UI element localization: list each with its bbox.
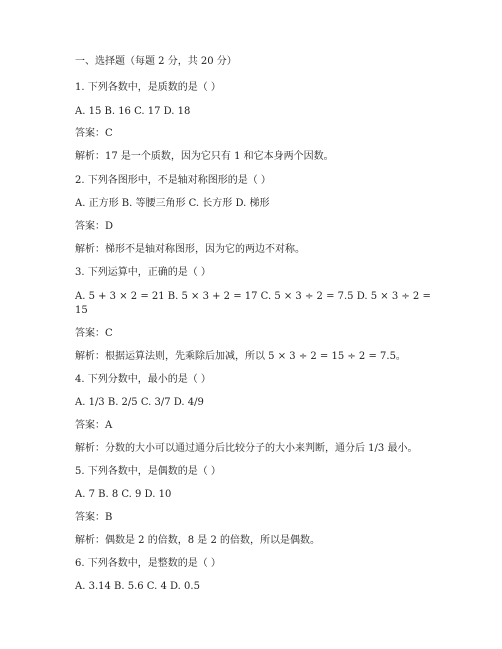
question-1-options: A. 15 B. 16 C. 17 D. 18: [75, 106, 191, 117]
question-4-answer: 答案：A: [75, 420, 113, 431]
question-3-answer: 答案：C: [75, 328, 113, 339]
question-6-stem: 6. 下列各数中，是整数的是（ ）: [75, 558, 221, 569]
question-5-options: A. 7 B. 8 C. 9 D. 10: [75, 489, 172, 500]
question-1-answer: 答案：C: [75, 128, 113, 139]
question-3-stem: 3. 下列运算中，正确的是（ ）: [75, 267, 211, 278]
section-title: 一、选择题（每题 2 分，共 20 分）: [75, 56, 237, 67]
question-4-stem: 4. 下列分数中，最小的是（ ）: [75, 374, 211, 385]
question-2-stem: 2. 下列各图形中，不是轴对称图形的是（ ）: [75, 175, 271, 186]
question-3-options: A. 5 + 3 × 2 = 21 B. 5 × 3 + 2 = 17 C. 5 × 3 ÷ 2 = 7.5 D. 5 × 3 ÷ 2 = 15: [75, 291, 431, 316]
question-4-analysis: 解析：分数的大小可以通过通分后比较分子的大小来判断，通分后 1/3 最小。: [75, 443, 418, 454]
question-3-analysis: 解析：根据运算法则，先乘除后加减，所以 5 × 3 ÷ 2 = 15 ÷ 2 = 7.5。: [75, 351, 406, 362]
question-4-options: A. 1/3 B. 2/5 C. 3/7 D. 4/9: [75, 397, 204, 408]
question-2-options: A. 正方形 B. 等腰三角形 C. 长方形 D. 梯形: [75, 198, 270, 209]
question-5-answer: 答案：B: [75, 512, 113, 523]
question-6-options: A. 3.14 B. 5.6 C. 4 D. 0.5: [75, 581, 200, 592]
question-1-stem: 1. 下列各数中，是质数的是（ ）: [75, 82, 221, 93]
question-1-analysis: 解析：17 是一个质数，因为它只有 1 和它本身两个因数。: [75, 151, 334, 162]
question-2-analysis: 解析：梯形不是轴对称图形，因为它的两边不对称。: [75, 244, 305, 255]
question-2-answer: 答案：D: [75, 221, 114, 232]
question-5-analysis: 解析：偶数是 2 的倍数，8 是 2 的倍数，所以是偶数。: [75, 535, 320, 546]
question-5-stem: 5. 下列各数中，是偶数的是（ ）: [75, 466, 221, 477]
